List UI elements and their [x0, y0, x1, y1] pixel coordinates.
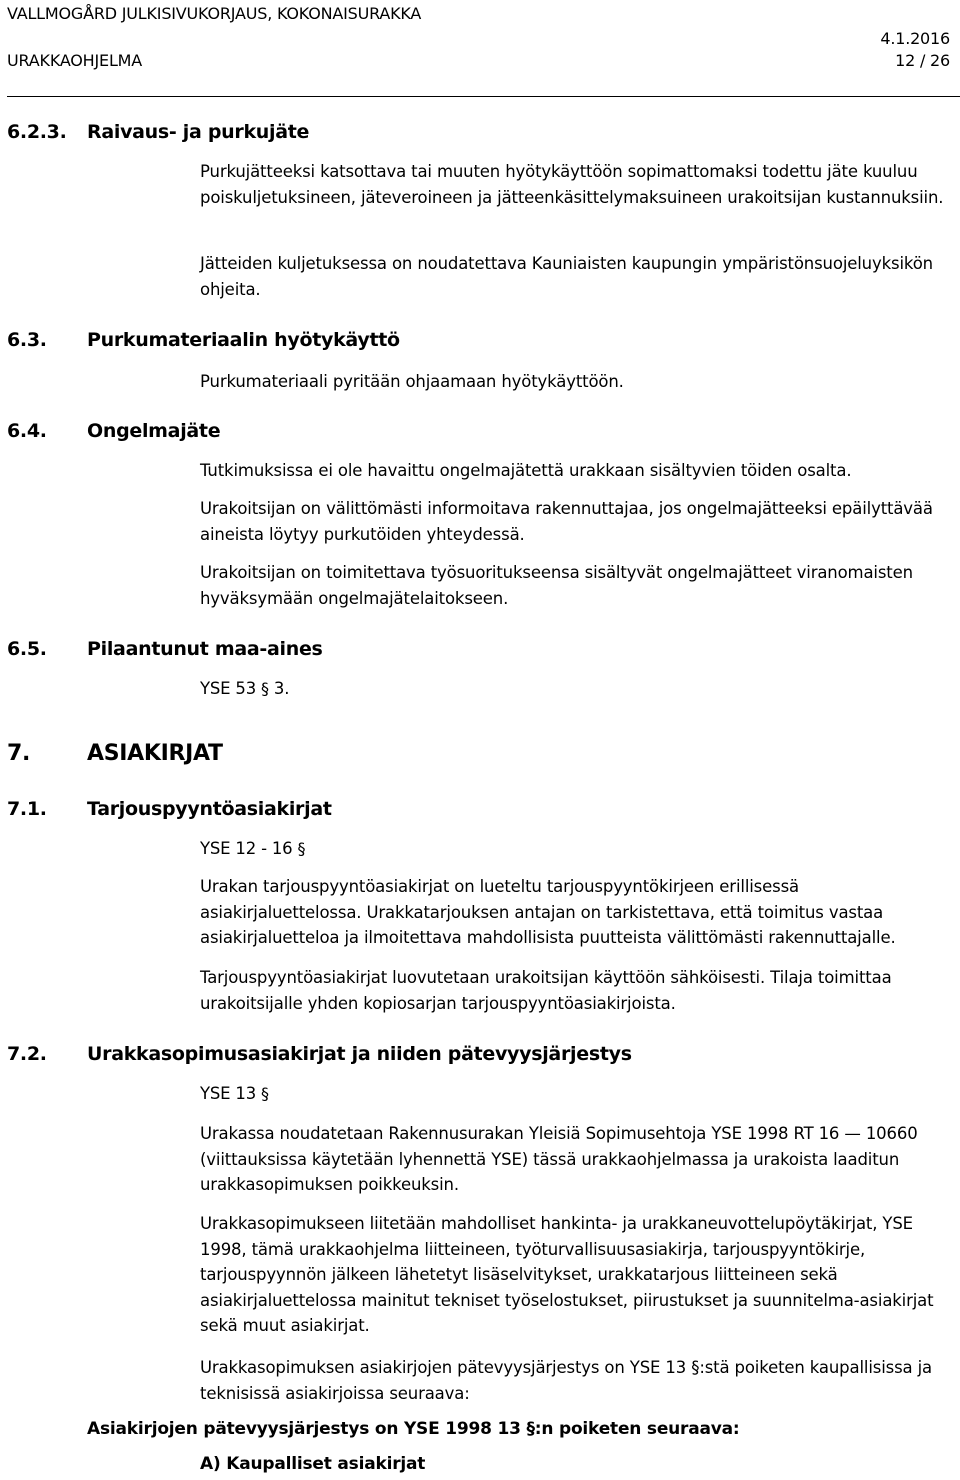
- paragraph-6-2-3-1: Purkujätteeksi katsottava tai muuten hyötykäyttöön sopimattomaksi todettu jäte kuuluu poiskuljetuksineen, jäteveroineen ja jätteenkäsittelymaksuineen urakoitsijan kustannuksiin.: [200, 162, 944, 207]
- paragraph-text-b: :stä poiketen kaupallisissa ja teknisissä asiakirjoissa seuraava:: [200, 1358, 932, 1403]
- heading-number: 6.4.: [7, 420, 47, 442]
- heading-7-1: [7, 798, 332, 820]
- paragraph-text-a: Urakkasopimuksen asiakirjojen pätevyysjärjestys on YSE 13: [200, 1358, 687, 1377]
- heading-number: 6.2.3.: [7, 121, 67, 143]
- document-subtitle: URAKKAOHJELMA: [7, 51, 143, 70]
- heading-title: Tarjouspyyntöasiakirjat: [87, 798, 332, 820]
- section-sign: §: [526, 1419, 535, 1439]
- document-title: VALLMOGÅRD JULKISIVUKORJAUS, KOKONAISURAKKA: [7, 4, 422, 23]
- reference-7-2: [200, 1084, 269, 1103]
- precedence-statement: [87, 1419, 740, 1439]
- heading-title: Urakkasopimusasiakirjat ja niiden pätevyysjärjestys: [87, 1043, 632, 1065]
- heading-title: Purkumateriaalin hyötykäyttö: [87, 329, 400, 351]
- reference-code: YSE 13: [200, 1084, 257, 1103]
- heading-title: Ongelmajäte: [87, 420, 221, 442]
- heading-7: [7, 741, 223, 766]
- heading-title: Raivaus- ja purkujäte: [87, 121, 310, 143]
- paragraph-7-2-1: Urakassa noudatetaan Rakennusurakan Yleisiä Sopimusehtoja YSE 1998 RT 16 — 10660 (viittauksissa käytetään lyhennettä YSE) tässä urakkaohjelmassa ja urakoista laaditun urakkasopimuksen poikkeuksin.: [200, 1124, 918, 1194]
- paragraph-6-4-2: Urakoitsijan on välittömästi informoitava rakennuttajaa, jos ongelmajätteeksi epäilyttävää aineista löytyy purkutöiden yhteydessä.: [200, 499, 933, 544]
- heading-6-5: [7, 638, 323, 660]
- heading-number: 7.: [7, 741, 31, 766]
- heading-number: 7.2.: [7, 1043, 47, 1065]
- list-item-a: A) Kaupalliset asiakirjat: [200, 1454, 426, 1474]
- paragraph-7-1-1: Urakan tarjouspyyntöasiakirjat on lueteltu tarjouspyyntökirjeen erillisessä asiakirjaluettelossa. Urakkatarjouksen antajan on tarkistettava, että toimitus vastaa asiakirjaluetteloa ja ilmoitettava mahdollisista puutteista välittömästi rakennuttajalle.: [200, 877, 896, 947]
- precedence-text-a: Asiakirjojen pätevyysjärjestys on YSE 1998 13: [87, 1419, 521, 1439]
- paragraph-6-4-3: Urakoitsijan on toimitettava työsuoritukseensa sisältyvät ongelmajätteet viranomaisten hyväksymään ongelmajätelaitokseen.: [200, 563, 913, 608]
- paragraph-7-1-2: Tarjouspyyntöasiakirjat luovutetaan urakoitsijan käyttöön sähköisesti. Tilaja toimittaa urakoitsijalle yhden kopiosarjan tarjouspyyntöasiakirjoista.: [200, 968, 892, 1013]
- document-date: 4.1.2016: [880, 29, 950, 48]
- heading-title: ASIAKIRJAT: [87, 741, 223, 766]
- header-divider: [7, 96, 960, 97]
- heading-6-3: [7, 329, 400, 351]
- precedence-text-b: :n poiketen seuraava:: [534, 1419, 740, 1439]
- reference-7-1: [200, 839, 305, 858]
- heading-number: 7.1.: [7, 798, 47, 820]
- heading-6-4: [7, 420, 220, 442]
- paragraph-6-2-3-2: Jätteiden kuljetuksessa on noudatettava Kauniaisten kaupungin ympäristönsuojeluyksikön ohjeita.: [200, 254, 933, 299]
- reference-code: YSE 12 - 16: [200, 839, 293, 858]
- paragraph-6-3-1: Purkumateriaali pyritään ohjaamaan hyötykäyttöön.: [200, 372, 624, 391]
- paragraph-6-4-1: Tutkimuksissa ei ole havaittu ongelmajätettä urakkaan sisältyvien töiden osalta.: [200, 461, 852, 480]
- section-sign: §: [297, 839, 306, 858]
- heading-6-2-3: [7, 121, 309, 143]
- reference-6-5: [200, 679, 289, 698]
- paragraph-7-2-3: [200, 1355, 960, 1406]
- reference-tail: 3.: [273, 679, 290, 698]
- section-sign: §: [691, 1358, 700, 1377]
- paragraph-7-2-2: Urakkasopimukseen liitetään mahdolliset hankinta- ja urakkaneuvottelupöytäkirjat, YSE 1998, tämä urakkaohjelma liitteineen, työturvallisuusasiakirja, tarjouspyyntökirje, tarjouspyynnön jälkeen lähetetyt lisäselvitykset, urakkatarjous liitteineen sekä asiakirjaluettelossa mainitut tekniset työselostukset, piirustukset ja suunnitelma-asiakirjat sekä muut asiakirjat.: [200, 1214, 934, 1335]
- section-sign: §: [261, 679, 269, 698]
- heading-title: Pilaantunut maa-aines: [87, 638, 323, 660]
- reference-code: YSE 53: [200, 679, 257, 698]
- page-number: 12 / 26: [895, 51, 950, 70]
- heading-number: 6.3.: [7, 329, 47, 351]
- heading-number: 6.5.: [7, 638, 47, 660]
- section-sign: §: [261, 1084, 269, 1103]
- heading-7-2: [7, 1043, 632, 1065]
